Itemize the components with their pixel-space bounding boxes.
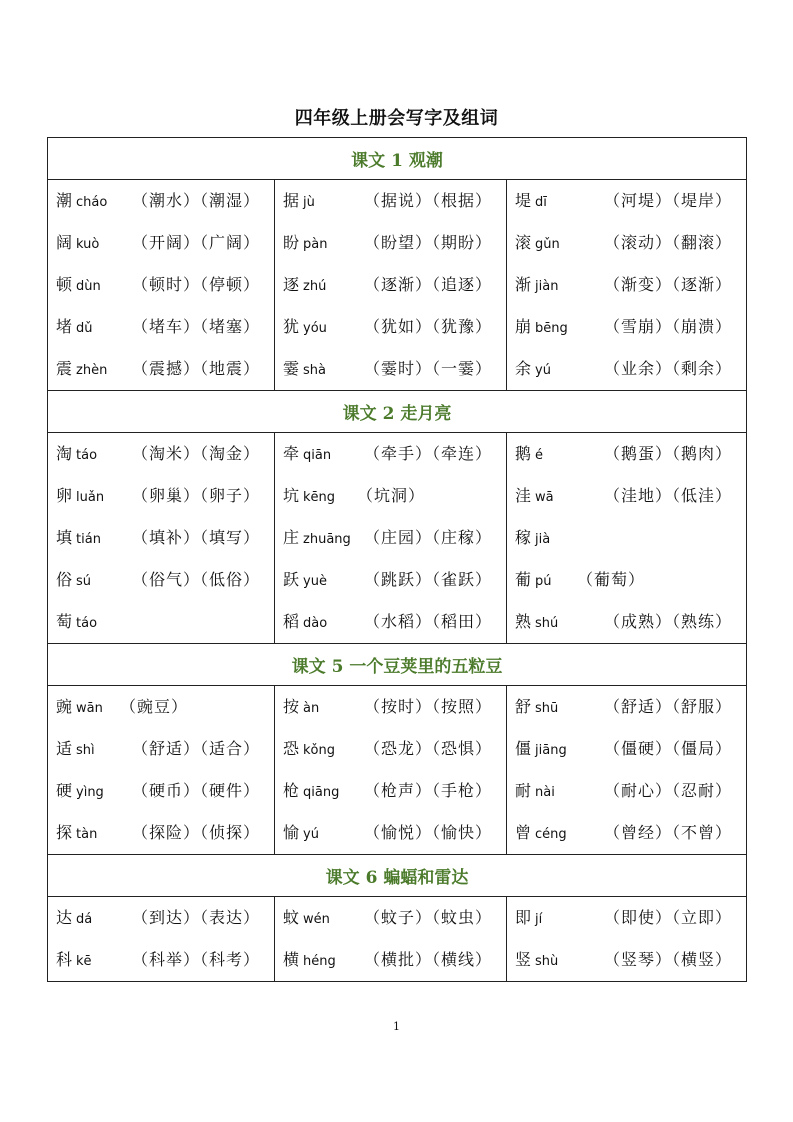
character-group <box>515 770 555 814</box>
character-group <box>283 559 327 603</box>
character-group <box>56 601 97 645</box>
word-entry <box>507 475 746 517</box>
character-group <box>283 475 335 519</box>
compound-words: （探险）（侦探） <box>131 823 260 842</box>
pinyin: dī <box>535 195 547 210</box>
character-group <box>283 180 315 224</box>
compound-words: （填补）（填写） <box>131 528 260 547</box>
pinyin: wān <box>76 701 103 716</box>
hanzi-character: 跃 <box>283 570 300 589</box>
word-column <box>507 433 747 644</box>
word-entry <box>48 475 274 517</box>
hanzi-character: 坑 <box>283 486 300 505</box>
compound-words: （即使）（立即） <box>603 908 732 927</box>
pinyin: shì <box>76 743 95 758</box>
pinyin: shū <box>535 701 559 716</box>
hanzi-character: 鹅 <box>515 444 532 463</box>
hanzi-character: 盼 <box>283 233 300 252</box>
pinyin: tián <box>76 532 101 547</box>
pinyin: shù <box>535 954 559 969</box>
character-group <box>56 812 97 856</box>
word-entry <box>275 264 506 306</box>
hanzi-character: 顿 <box>56 275 73 294</box>
compound-words: （竖琴）（横竖） <box>603 950 732 969</box>
word-column <box>275 897 507 982</box>
hanzi-character: 曾 <box>515 823 532 842</box>
character-group <box>283 897 330 941</box>
word-entry <box>275 728 506 770</box>
character-group <box>283 812 319 856</box>
word-entry <box>507 264 746 306</box>
compound-words: （愉悦）（愉快） <box>363 823 492 842</box>
pinyin: wén <box>303 912 330 927</box>
compound-words: （逐渐）（追逐） <box>363 275 492 294</box>
character-group <box>56 939 92 983</box>
pinyin: táo <box>76 448 98 463</box>
lesson-header-row <box>48 644 747 686</box>
character-group <box>283 770 339 814</box>
compound-words: （横批）（横线） <box>363 950 492 969</box>
word-entry <box>48 306 274 348</box>
pinyin: qiān <box>303 448 332 463</box>
compound-words: （成熟）（熟练） <box>603 612 732 631</box>
pinyin: dǔ <box>76 321 93 336</box>
character-group <box>56 728 95 772</box>
hanzi-character: 僵 <box>515 739 532 758</box>
compound-words: （业余）（剩余） <box>603 359 732 378</box>
pinyin: sú <box>76 574 92 589</box>
hanzi-character: 逐 <box>283 275 300 294</box>
lesson-heading: 课文 2 走月亮 <box>48 391 747 433</box>
pinyin: yuè <box>303 574 327 589</box>
word-entry <box>507 348 746 390</box>
hanzi-character: 稻 <box>283 612 300 631</box>
hanzi-character: 探 <box>56 823 73 842</box>
word-entry <box>48 348 274 390</box>
pinyin: zhú <box>303 279 327 294</box>
pinyin: héng <box>303 954 336 969</box>
compound-words: （豌豆） <box>120 697 189 716</box>
compound-words: （庄园）（庄稼） <box>363 528 492 547</box>
hanzi-character: 据 <box>283 191 300 210</box>
pinyin: pàn <box>303 237 328 252</box>
character-group <box>283 222 327 266</box>
hanzi-character: 竖 <box>515 950 532 969</box>
compound-words: （跳跃）（雀跃） <box>363 570 492 589</box>
word-column <box>275 180 507 391</box>
word-column <box>48 897 275 982</box>
lesson-header-row <box>48 391 747 433</box>
word-entry <box>48 728 274 770</box>
pinyin: shà <box>303 363 326 378</box>
word-entry <box>507 897 746 939</box>
word-entry <box>48 264 274 306</box>
compound-words: （潮水）（潮湿） <box>131 191 260 210</box>
page-number: 1 <box>393 1020 400 1033</box>
word-entry <box>48 939 274 981</box>
pinyin: céng <box>535 827 567 842</box>
hanzi-character: 恐 <box>283 739 300 758</box>
hanzi-character: 霎 <box>283 359 300 378</box>
character-group <box>515 601 558 645</box>
compound-words: （俗气）（低俗） <box>131 570 260 589</box>
word-entry <box>48 897 274 939</box>
word-entry <box>48 433 274 475</box>
hanzi-character: 堵 <box>56 317 73 336</box>
pinyin: dá <box>76 912 93 927</box>
compound-words: （牵手）（牵连） <box>363 444 492 463</box>
pinyin: gǔn <box>535 237 560 252</box>
hanzi-character: 舒 <box>515 697 532 716</box>
word-entry <box>507 812 746 854</box>
pinyin: shú <box>535 616 559 631</box>
hanzi-character: 适 <box>56 739 73 758</box>
character-group <box>56 222 99 266</box>
word-entry <box>507 770 746 812</box>
word-entry <box>48 559 274 601</box>
word-entry <box>507 222 746 264</box>
vocabulary-table <box>47 137 747 982</box>
character-group <box>283 728 335 772</box>
word-entry <box>507 601 746 643</box>
pinyin: jià <box>535 532 551 547</box>
character-group <box>56 264 101 308</box>
hanzi-character: 卵 <box>56 486 73 505</box>
character-group <box>56 770 104 814</box>
hanzi-character: 熟 <box>515 612 532 631</box>
word-entry <box>48 812 274 854</box>
hanzi-character: 犹 <box>283 317 300 336</box>
character-group <box>56 433 97 477</box>
word-entry <box>48 601 274 643</box>
pinyin: qiāng <box>303 785 340 800</box>
character-group <box>283 264 326 308</box>
compound-words: （葡萄） <box>577 570 646 589</box>
character-group <box>283 306 327 350</box>
hanzi-character: 洼 <box>515 486 532 505</box>
hanzi-character: 俗 <box>56 570 73 589</box>
lesson-header-row <box>48 855 747 897</box>
pinyin: dào <box>303 616 328 631</box>
word-entry <box>48 180 274 222</box>
character-group <box>515 222 560 266</box>
compound-words: （盼望）（期盼） <box>363 233 492 252</box>
pinyin: cháo <box>76 195 108 210</box>
compound-words: （霎时）（一霎） <box>363 359 492 378</box>
hanzi-character: 滚 <box>515 233 532 252</box>
hanzi-character: 庄 <box>283 528 300 547</box>
hanzi-character: 硬 <box>56 781 73 800</box>
compound-words: （顿时）（停顿） <box>131 275 260 294</box>
character-group <box>283 939 336 983</box>
word-column <box>48 180 275 391</box>
word-entry <box>507 517 746 559</box>
compound-words: （犹如）（犹豫） <box>363 317 492 336</box>
word-entry <box>48 222 274 264</box>
hanzi-character: 耐 <box>515 781 532 800</box>
hanzi-character: 堤 <box>515 191 532 210</box>
word-column <box>275 433 507 644</box>
hanzi-character: 即 <box>515 908 532 927</box>
word-entry <box>275 222 506 264</box>
hanzi-character: 葡 <box>515 570 532 589</box>
word-entry <box>48 686 274 728</box>
page-title: 四年级上册会写字及组词 <box>294 108 499 129</box>
character-group <box>56 686 103 730</box>
word-entry <box>275 897 506 939</box>
word-entry <box>507 559 746 601</box>
compound-words: （舒适）（舒服） <box>603 697 732 716</box>
hanzi-character: 按 <box>283 697 300 716</box>
compound-words: （震撼）（地震） <box>131 359 260 378</box>
hanzi-character: 科 <box>56 950 73 969</box>
word-column <box>48 433 275 644</box>
compound-words: （雪崩）（崩溃） <box>603 317 732 336</box>
word-entry <box>275 601 506 643</box>
word-entry <box>275 686 506 728</box>
compound-words: （到达）（表达） <box>131 908 260 927</box>
pinyin: wā <box>535 490 554 505</box>
word-entry <box>507 728 746 770</box>
pinyin: é <box>535 448 544 463</box>
word-entry <box>275 348 506 390</box>
character-group <box>56 897 92 941</box>
word-entry <box>275 306 506 348</box>
character-group <box>56 475 104 519</box>
pinyin: jù <box>303 195 315 210</box>
pinyin: yú <box>535 363 551 378</box>
character-group <box>515 348 551 392</box>
character-group <box>515 517 550 561</box>
character-group <box>515 306 568 350</box>
compound-words: （水稻）（稻田） <box>363 612 492 631</box>
compound-words: （曾经）（不曾） <box>603 823 732 842</box>
compound-words: （卵巢）（卵子） <box>131 486 260 505</box>
pinyin: àn <box>303 701 320 716</box>
character-group <box>283 601 327 645</box>
word-entry <box>275 770 506 812</box>
word-entry <box>48 517 274 559</box>
character-group <box>515 433 543 477</box>
pinyin: jí <box>535 912 543 927</box>
compound-words: （耐心）（忍耐） <box>603 781 732 800</box>
pinyin: bēng <box>535 321 568 336</box>
character-group <box>515 559 552 603</box>
lesson-body-row <box>48 433 747 644</box>
compound-words: （枪声）（手枪） <box>363 781 492 800</box>
word-column <box>507 686 747 855</box>
character-group <box>283 517 351 561</box>
character-group <box>283 686 319 730</box>
compound-words: （僵硬）（僵局） <box>603 739 732 758</box>
character-group <box>515 475 554 519</box>
pinyin: luǎn <box>76 490 105 505</box>
pinyin: kēng <box>303 490 336 505</box>
hanzi-character: 渐 <box>515 275 532 294</box>
compound-words: （滚动）（翻滚） <box>603 233 732 252</box>
word-entry <box>275 559 506 601</box>
character-group <box>283 433 331 477</box>
hanzi-character: 枪 <box>283 781 300 800</box>
character-group <box>56 180 107 224</box>
hanzi-character: 稼 <box>515 528 532 547</box>
pinyin: pú <box>535 574 552 589</box>
pinyin: kē <box>76 954 92 969</box>
character-group <box>515 180 547 224</box>
pinyin: kuò <box>76 237 100 252</box>
compound-words: （坑洞） <box>357 486 426 505</box>
character-group <box>515 939 558 983</box>
character-group <box>515 812 567 856</box>
word-entry <box>507 939 746 981</box>
word-entry <box>275 180 506 222</box>
hanzi-character: 阔 <box>56 233 73 252</box>
pinyin: yìng <box>76 785 104 800</box>
hanzi-character: 崩 <box>515 317 532 336</box>
pinyin: zhèn <box>76 363 108 378</box>
lesson-heading: 课文 6 蝙蝠和雷达 <box>48 855 747 897</box>
hanzi-character: 余 <box>515 359 532 378</box>
lesson-heading: 课文 5 一个豆荚里的五粒豆 <box>48 644 747 686</box>
hanzi-character: 填 <box>56 528 73 547</box>
hanzi-character: 蚊 <box>283 908 300 927</box>
word-entry <box>275 812 506 854</box>
pinyin: tàn <box>76 827 98 842</box>
hanzi-character: 横 <box>283 950 300 969</box>
character-group <box>56 559 91 603</box>
word-entry <box>275 939 506 981</box>
compound-words: （蚊子）（蚊虫） <box>363 908 492 927</box>
word-column <box>507 180 747 391</box>
word-column <box>275 686 507 855</box>
word-column <box>507 897 747 982</box>
lesson-header-row <box>48 138 747 180</box>
compound-words: （恐龙）（恐惧） <box>363 739 492 758</box>
compound-words: （堵车）（堵塞） <box>131 317 260 336</box>
word-entry <box>507 686 746 728</box>
word-entry <box>275 517 506 559</box>
compound-words: （洼地）（低洼） <box>603 486 732 505</box>
hanzi-character: 淘 <box>56 444 73 463</box>
pinyin: nài <box>535 785 555 800</box>
character-group <box>515 686 558 730</box>
pinyin: jiàn <box>535 279 559 294</box>
pinyin: jiāng <box>535 743 567 758</box>
pinyin: kǒng <box>303 743 335 758</box>
word-entry <box>275 433 506 475</box>
character-group <box>56 306 93 350</box>
compound-words: （舒适）（适合） <box>131 739 260 758</box>
compound-words: （渐变）（逐渐） <box>603 275 732 294</box>
hanzi-character: 豌 <box>56 697 73 716</box>
compound-words: （淘米）（淘金） <box>131 444 260 463</box>
word-column <box>48 686 275 855</box>
character-group <box>56 348 107 392</box>
pinyin: yóu <box>303 321 327 336</box>
character-group <box>56 517 101 561</box>
hanzi-character: 达 <box>56 908 73 927</box>
compound-words: （科举）（科考） <box>131 950 260 969</box>
character-group <box>515 897 542 941</box>
hanzi-character: 牵 <box>283 444 300 463</box>
word-entry <box>48 770 274 812</box>
compound-words: （硬币）（硬件） <box>131 781 260 800</box>
compound-words: （鹅蛋）（鹅肉） <box>603 444 732 463</box>
character-group <box>515 728 567 772</box>
word-entry <box>507 306 746 348</box>
word-entry <box>275 475 506 517</box>
hanzi-character: 潮 <box>56 191 73 210</box>
lesson-body-row <box>48 686 747 855</box>
lesson-body-row <box>48 180 747 391</box>
character-group <box>515 264 558 308</box>
compound-words: （据说）（根据） <box>363 191 492 210</box>
character-group <box>283 348 326 392</box>
compound-words: （开阔）（广阔） <box>131 233 260 252</box>
compound-words: （河堤）（堤岸） <box>603 191 732 210</box>
pinyin: zhuāng <box>303 532 351 547</box>
pinyin: yú <box>303 827 319 842</box>
hanzi-character: 愉 <box>283 823 300 842</box>
word-entry <box>507 433 746 475</box>
hanzi-character: 震 <box>56 359 73 378</box>
word-entry <box>507 180 746 222</box>
hanzi-character: 萄 <box>56 612 73 631</box>
lesson-body-row <box>48 897 747 982</box>
pinyin: dùn <box>76 279 101 294</box>
lesson-heading: 课文 1 观潮 <box>48 138 747 180</box>
pinyin: táo <box>76 616 98 631</box>
compound-words: （按时）（按照） <box>363 697 492 716</box>
